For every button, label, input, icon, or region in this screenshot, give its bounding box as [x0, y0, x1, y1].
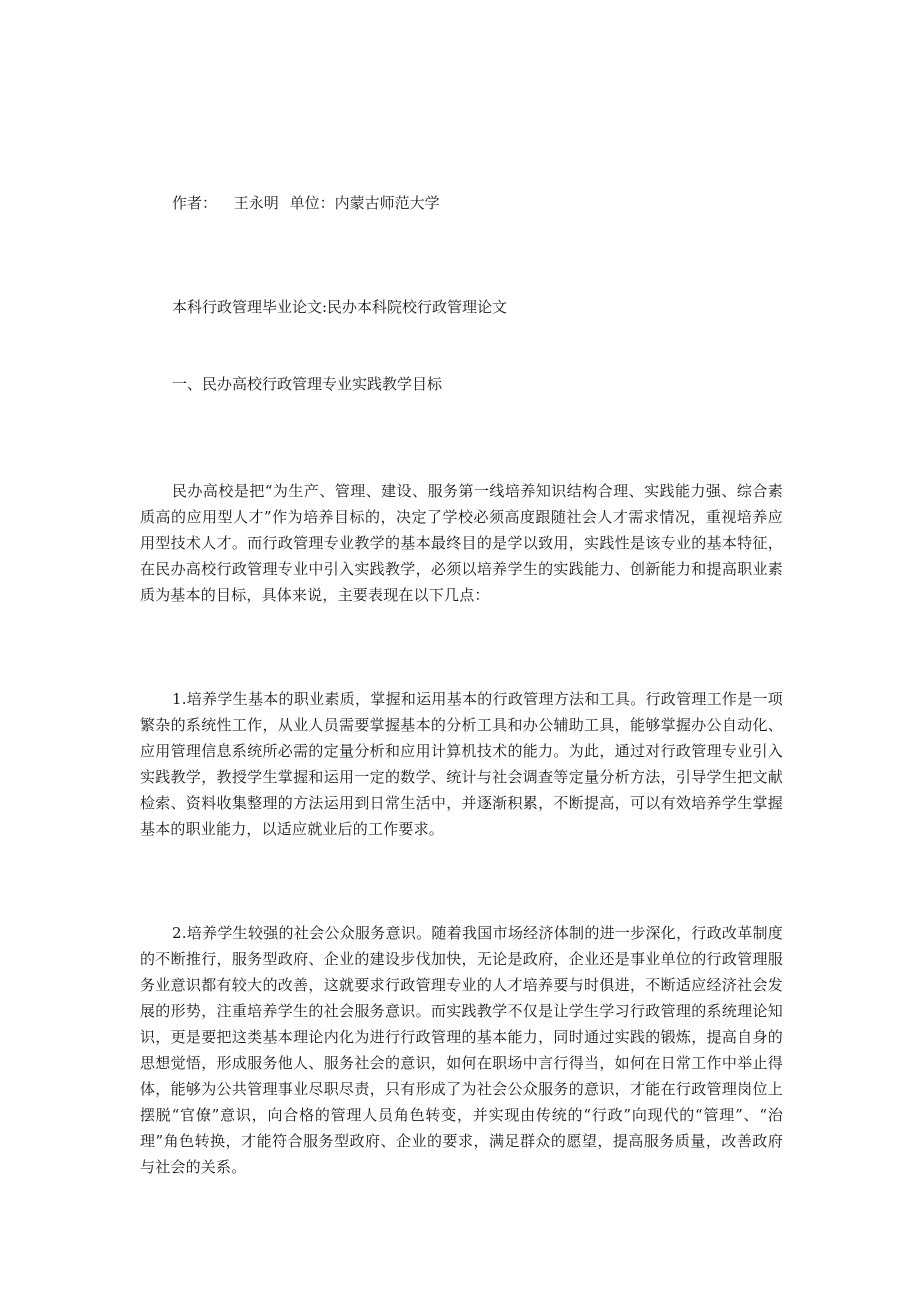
paragraph-point-2: 2.培养学生较强的社会公众服务意识。随着我国市场经济体制的进一步深化，行政改革制度的不断推行，服务型政府、企业的建设步伐加快，无论是政府，企业还是事业单位的行政管理服务业意识都有较大的改善，这就要求行政管理专业的人才培养要与时俱进，不断适应经济社会发展的形势，注重培养学生的社会服务意识。而实践教学不仅是让学生学习行政管理的系统理论知识，更是要把这类基本理论内化为进行行政管理的基本能力，同时通过实践的锻炼，提高自身的思想觉悟，形成服务他人、服务社会的意识，如何在职场中言行得当，如何在日常工作中举止得体，能够为公共管理事业尽职尽责，只有形成了为社会公众服务的意识，才能在行政管理岗位上摆脱“官僚”意识，向合格的管理人员角色转变，并实现由传统的“行政”向现代的“管理”、“治理”角色转换，才能符合服务型政府、企业的要求，满足群众的愿望，提高服务质量，改善政府与社会的关系。 — [140, 924, 783, 1176]
document-title: 本科行政管理毕业论文:民办本科院校行政管理论文 — [172, 298, 508, 316]
author-label: 作者： — [172, 194, 218, 212]
paragraph-intro: 民办高校是把“为生产、管理、建设、服务第一线培养知识结构合理、实践能力强、综合素质高的应用型人才”作为培养目标的，决定了学校必须高度跟随社会人才需求情况，重视培养应用型技术人才。而行政管理专业教学的基本最终目的是学以致用，实践性是该专业的基本特征，在民办高校行政管理专业中引入实践教学，必须以培养学生的实践能力、创新能力和提高职业素质为基本的目标，具体来说，主要表现在以下几点： — [140, 482, 783, 604]
author-name: 王永明 — [233, 194, 279, 212]
unit-name: 内蒙古师范大学 — [334, 194, 440, 212]
unit-label: 单位： — [289, 194, 335, 212]
paragraph-point-1: 1.培养学生基本的职业素质，掌握和运用基本的行政管理方法和工具。行政管理工作是一项繁杂的系统性工作，从业人员需要掌握基本的分析工具和办公辅助工具，能够掌握办公自动化、应用管理信息系统所必需的定量分析和应用计算机技术的能力。为此，通过对行政管理专业引入实践教学，教授学生掌握和运用一定的数学、统计与社会调查等定量分析方法，引导学生把文献检索、资料收集整理的方法运用到日常生活中，并逐渐积累，不断提高，可以有效培养学生掌握基本的职业能力，以适应就业后的工作要求。 — [140, 690, 783, 838]
section-heading: 一、民办高校行政管理专业实践教学目标 — [172, 375, 443, 393]
author-line — [172, 193, 446, 213]
